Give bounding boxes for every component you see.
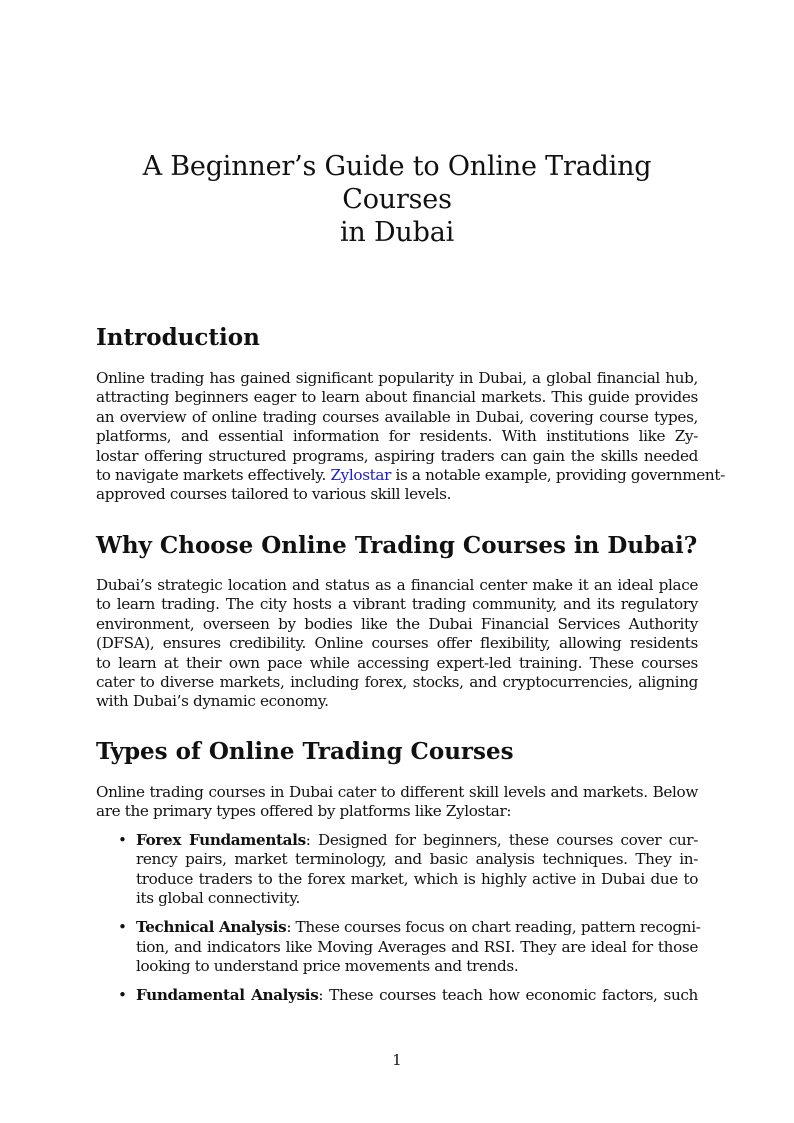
types-paragraph [96, 783, 698, 822]
paragraph-text: to navigate markets effectively. [96, 466, 326, 485]
introduction-paragraph [96, 369, 725, 505]
list-item-line: tion, and indicators like Moving Averages and RSI. They are ideal for those [136, 937, 698, 956]
paragraph-line: an overview of online trading courses available in Dubai, covering course types, [96, 407, 698, 426]
list-item-term: Fundamental Analysis [136, 985, 319, 1004]
list-item-line [136, 831, 698, 850]
list-item-line [136, 986, 698, 1005]
paragraph-line: lostar offering structured programs, aspiring traders can gain the skills needed [96, 446, 698, 465]
paragraph-text: is a notable example, providing government- [395, 466, 725, 485]
why-choose-paragraph [96, 576, 698, 712]
paragraph-line: Online trading has gained significant popularity in Dubai, a global financial hub, [96, 369, 698, 387]
title-line-2: in Dubai [339, 217, 455, 248]
section-heading-why-choose: Why Choose Online Trading Courses in Dubai? [96, 532, 698, 559]
paragraph-line: to learn trading. The city hosts a vibrant trading community, and its regulatory [96, 595, 698, 614]
paragraph-line: with Dubai’s dynamic economy. [96, 692, 329, 711]
title-line-1: A Beginner’s Guide to Online Trading Courses [142, 151, 652, 215]
list-item-line: looking to understand price movements and trends. [136, 956, 519, 975]
document-title [96, 150, 698, 249]
list-item-text: : These courses focus on chart reading, pattern recogni- [286, 918, 701, 937]
list-item-line: rency pairs, market terminology, and basic analysis techniques. They in- [136, 850, 698, 869]
bullet-icon: • [118, 985, 127, 1004]
bullet-icon: • [118, 831, 127, 849]
paragraph-line: Dubai’s strategic location and status as a financial center make it an ideal place [96, 576, 698, 594]
paragraph-line: to learn at their own pace while accessing expert-led training. These courses [96, 653, 698, 672]
list-item-text: : These courses teach how economic factors, such [318, 985, 698, 1004]
paragraph-line: cater to diverse markets, including forex, stocks, and cryptocurrencies, aligning [96, 673, 698, 692]
list-item-line: troduce traders to the forex market, which is highly active in Dubai due to [136, 869, 698, 888]
list-item-line: its global connectivity. [136, 889, 300, 908]
list-item-text: : Designed for beginners, these courses cover cur- [305, 831, 698, 849]
section-heading-introduction: Introduction [96, 324, 260, 351]
list-item [96, 831, 698, 909]
list-item [96, 986, 698, 1005]
paragraph-line: Online trading courses in Dubai cater to different skill levels and markets. Below [96, 783, 698, 801]
paragraph-line-with-link [96, 466, 725, 485]
page-number: 1 [392, 1051, 402, 1069]
list-item [96, 918, 701, 976]
list-item-term: Forex Fundamentals [136, 831, 306, 849]
paragraph-line: are the primary types offered by platforms like Zylostar: [96, 802, 512, 821]
paragraph-line: (DFSA), ensures credibility. Online courses offer flexibility, allowing residents [96, 634, 698, 653]
course-types-list [96, 831, 701, 1015]
list-item-line [136, 918, 701, 937]
bullet-icon: • [118, 918, 127, 937]
list-item-term: Technical Analysis [136, 918, 287, 937]
paragraph-line: approved courses tailored to various skill levels. [96, 485, 452, 504]
paragraph-line: attracting beginners eager to learn about financial markets. This guide provides [96, 388, 698, 407]
zylostar-link[interactable]: Zylostar [330, 466, 392, 485]
section-heading-types: Types of Online Trading Courses [96, 738, 514, 765]
paragraph-line: environment, overseen by bodies like the Dubai Financial Services Authority [96, 614, 698, 633]
paragraph-line: platforms, and essential information for residents. With institutions like Zy- [96, 427, 698, 446]
